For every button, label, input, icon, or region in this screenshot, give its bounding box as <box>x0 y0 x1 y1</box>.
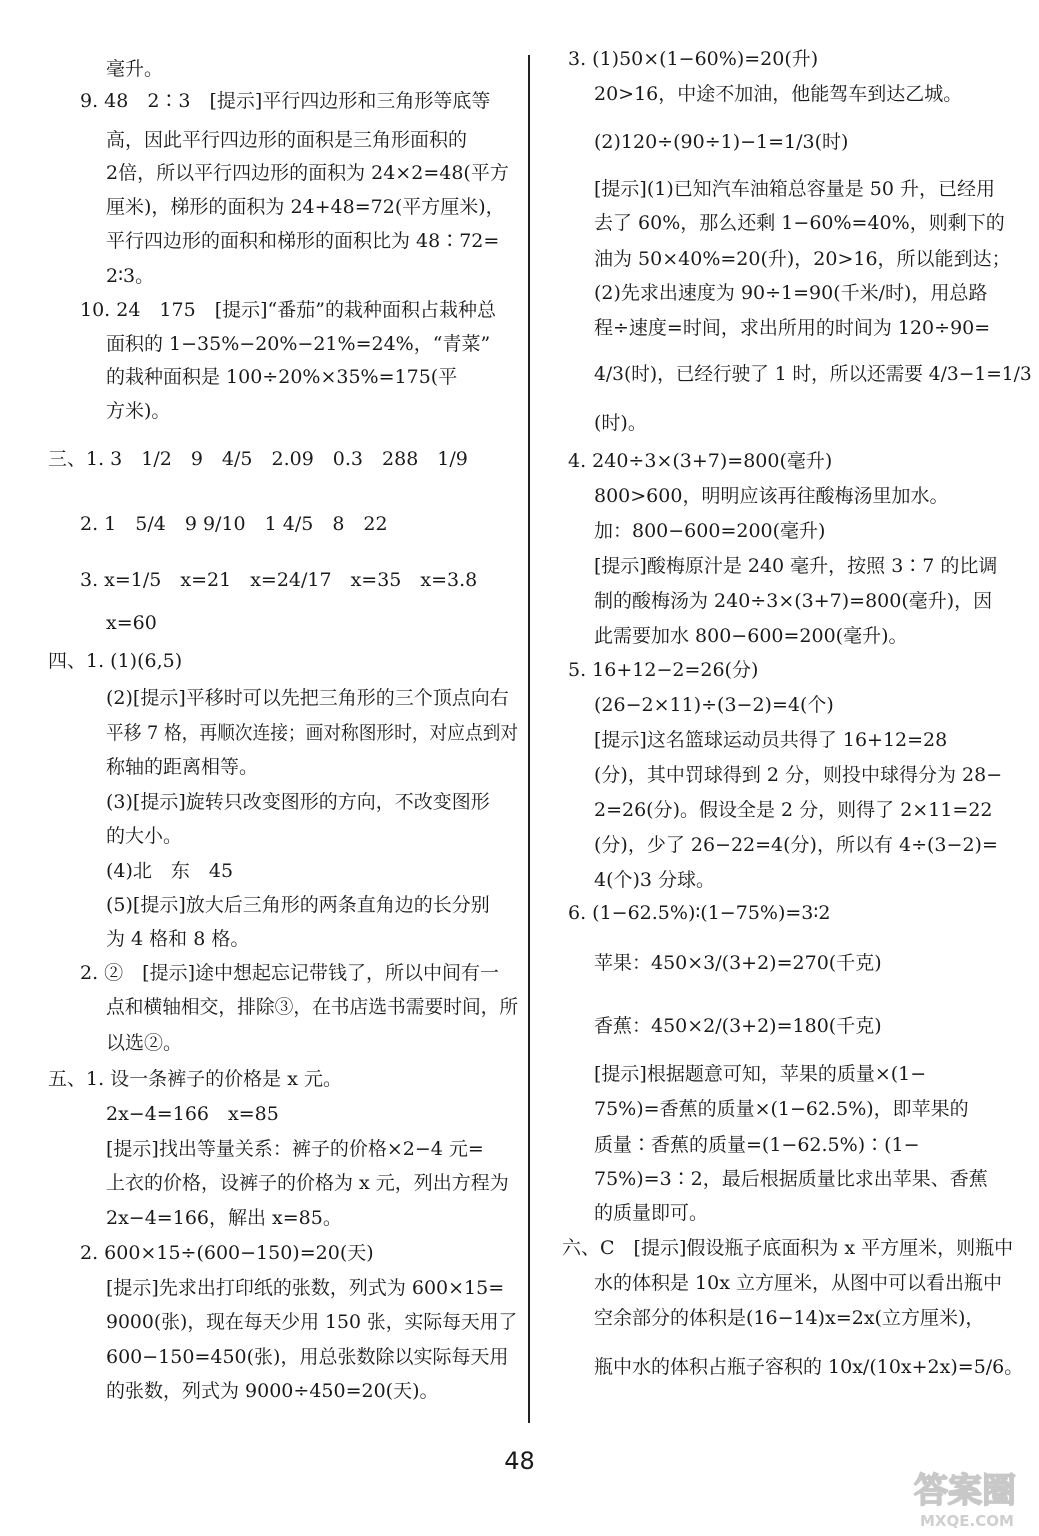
column-divider <box>528 55 530 1423</box>
left-line: 2. 600×15÷(600−150)=20(天) <box>80 1242 374 1264</box>
left-line: 的栽种面积是 100÷20%×35%=175(平 <box>106 366 458 388</box>
left-line: (2)[提示]平移时可以先把三角形的三个顶点向右 <box>106 687 509 709</box>
left-line: 9000(张)，现在每天少用 150 张，实际每天用了 <box>106 1311 518 1333</box>
right-line: 程÷速度=时间，求出所用的时间为 120÷90= <box>594 317 991 339</box>
right-line: [提示]这名篮球运动员共得了 16+12=28 <box>594 729 948 751</box>
left-line: 四、1. (1)(6,5) <box>48 650 183 672</box>
right-line: 制的酸梅汤为 240÷3×(3+7)=800(毫升)，因 <box>594 590 993 612</box>
right-line: (2)先求出速度为 90÷1=90(千米/时)，用总路 <box>594 282 988 304</box>
left-line: 的大小。 <box>106 825 183 847</box>
right-line: 质量∶香蕉的质量=(1−62.5%)∶(1− <box>594 1134 920 1156</box>
left-line: 毫升。 <box>106 58 164 80</box>
left-line: 五、1. 设一条裤子的价格是 x 元。 <box>48 1068 342 1090</box>
left-line: 2倍，所以平行四边形的面积为 24×2=48(平方 <box>106 162 509 184</box>
left-line: [提示]找出等量关系：裤子的价格×2−4 元= <box>106 1138 484 1160</box>
left-line: 以选②。 <box>106 1032 183 1054</box>
right-line: 水的体积是 10x 立方厘米，从图中可以看出瓶中 <box>594 1272 1002 1294</box>
left-line: 三、1. 3 1/2 9 4/5 2.09 0.3 288 1/9 <box>48 448 468 470</box>
right-line: 20>16，中途不加油，他能驾车到达乙城。 <box>594 83 963 105</box>
left-line: 2x−4=166，解出 x=85。 <box>106 1207 342 1229</box>
right-line: (时)。 <box>594 412 647 434</box>
page-number: 48 <box>504 1447 535 1475</box>
right-line: 油为 50×40%=20(升)，20>16，所以能到达； <box>594 248 1011 270</box>
right-line: 4(个)3 分球。 <box>594 869 716 891</box>
right-line: [提示](1)已知汽车油箱总容量是 50 升，已经用 <box>594 178 995 200</box>
left-line: 2x−4=166 x=85 <box>106 1103 279 1125</box>
right-line: [提示]根据题意可知，苹果的质量×(1− <box>594 1063 927 1085</box>
left-line: 上衣的价格，设裤子的价格为 x 元，列出方程为 <box>106 1172 509 1194</box>
left-line: [提示]先求出打印纸的张数，列式为 600×15= <box>106 1277 505 1299</box>
right-line: 加：800−600=200(毫升) <box>594 520 826 542</box>
right-line: 香蕉：450×2/(3+2)=180(千克) <box>594 1015 882 1037</box>
left-line: 高，因此平行四边形的面积是三角形面积的 <box>106 129 468 151</box>
left-line: 600−150=450(张)，用总张数除以实际每天用 <box>106 1346 509 1368</box>
left-line: 平行四边形的面积和梯形的面积比为 48∶72= <box>106 230 500 252</box>
right-line: 六、C [提示]假设瓶子底面积为 x 平方厘米，则瓶中 <box>562 1237 1014 1259</box>
left-line: 9. 48 2∶3 [提示]平行四边形和三角形等底等 <box>80 90 491 112</box>
watermark-bottom: MXQE.COM <box>920 1512 1014 1530</box>
left-line: 点和横轴相交，排除③，在书店选书需要时间，所 <box>106 996 519 1018</box>
left-line: 面积的 1−35%−20%−21%=24%，“青菜” <box>106 333 491 355</box>
left-line: 2. 1 5/4 9 9/10 1 4/5 8 22 <box>80 513 388 535</box>
left-line: 10. 24 175 [提示]“番茄”的栽种面积占栽种总 <box>80 299 496 321</box>
right-line: (分)，少了 26−22=4(分)，所以有 4÷(3−2)= <box>594 834 998 856</box>
right-line: 瓶中水的体积占瓶子容积的 10x/(10x+2x)=5/6。 <box>594 1356 1024 1378</box>
left-line: 为 4 格和 8 格。 <box>106 928 250 950</box>
right-line: (2)120÷(90÷1)−1=1/3(时) <box>594 131 849 153</box>
left-line: 3. x=1/5 x=21 x=24/17 x=35 x=3.8 <box>80 569 478 591</box>
left-line: (4)北 东 45 <box>106 860 234 882</box>
right-line: 空余部分的体积是(16−14)x=2x(立方厘米)， <box>594 1307 985 1329</box>
right-line: 2=26(分)。假设全是 2 分，则得了 2×11=22 <box>594 799 993 821</box>
watermark-logo <box>910 1462 1032 1530</box>
left-line: (3)[提示]旋转只改变图形的方向，不改变图形 <box>106 791 490 813</box>
watermark-top: 答案圈 <box>914 1471 1016 1511</box>
right-line: 的质量即可。 <box>594 1202 709 1224</box>
right-line: 3. (1)50×(1−60%)=20(升) <box>568 48 819 70</box>
right-line: (分)，其中罚球得到 2 分，则投中球得分为 28− <box>594 764 1003 786</box>
right-line: 4. 240÷3×(3+7)=800(毫升) <box>568 450 833 472</box>
right-line: 4/3(时)，已经行驶了 1 时，所以还需要 4/3−1=1/3 <box>594 363 1032 385</box>
right-line: 去了 60%，那么还剩 1−60%=40%，则剩下的 <box>594 212 1005 234</box>
right-line: (26−2×11)÷(3−2)=4(个) <box>594 694 834 716</box>
right-line: 苹果：450×3/(3+2)=270(千克) <box>594 952 882 974</box>
left-line: 平移 7 格，再顺次连接；画对称图形时，对应点到对 <box>106 722 519 744</box>
right-line: 75%)=香蕉的质量×(1−62.5%)，即苹果的 <box>594 1098 969 1120</box>
right-line: [提示]酸梅原汁是 240 毫升，按照 3∶7 的比调 <box>594 555 998 577</box>
left-line: 2. ② [提示]途中想起忘记带钱了，所以中间有一 <box>80 962 499 984</box>
right-line: 75%)=3∶2，最后根据质量比求出苹果、香蕉 <box>594 1168 988 1190</box>
left-line: 2∶3。 <box>106 265 155 287</box>
right-line: 6. (1−62.5%)∶(1−75%)=3∶2 <box>568 902 831 924</box>
right-line: 此需要加水 800−600=200(毫升)。 <box>594 625 908 647</box>
right-line: 800>600，明明应该再往酸梅汤里加水。 <box>594 485 949 507</box>
right-line: 5. 16+12−2=26(分) <box>568 659 759 681</box>
left-line: 方米)。 <box>106 400 171 422</box>
left-line: x=60 <box>106 612 157 634</box>
left-line: 厘米)，梯形的面积为 24+48=72(平方厘米)， <box>106 196 505 218</box>
left-line: 的张数，列式为 9000÷450=20(天)。 <box>106 1380 439 1402</box>
left-line: (5)[提示]放大后三角形的两条直角边的长分别 <box>106 894 490 916</box>
left-line: 称轴的距离相等。 <box>106 756 259 778</box>
